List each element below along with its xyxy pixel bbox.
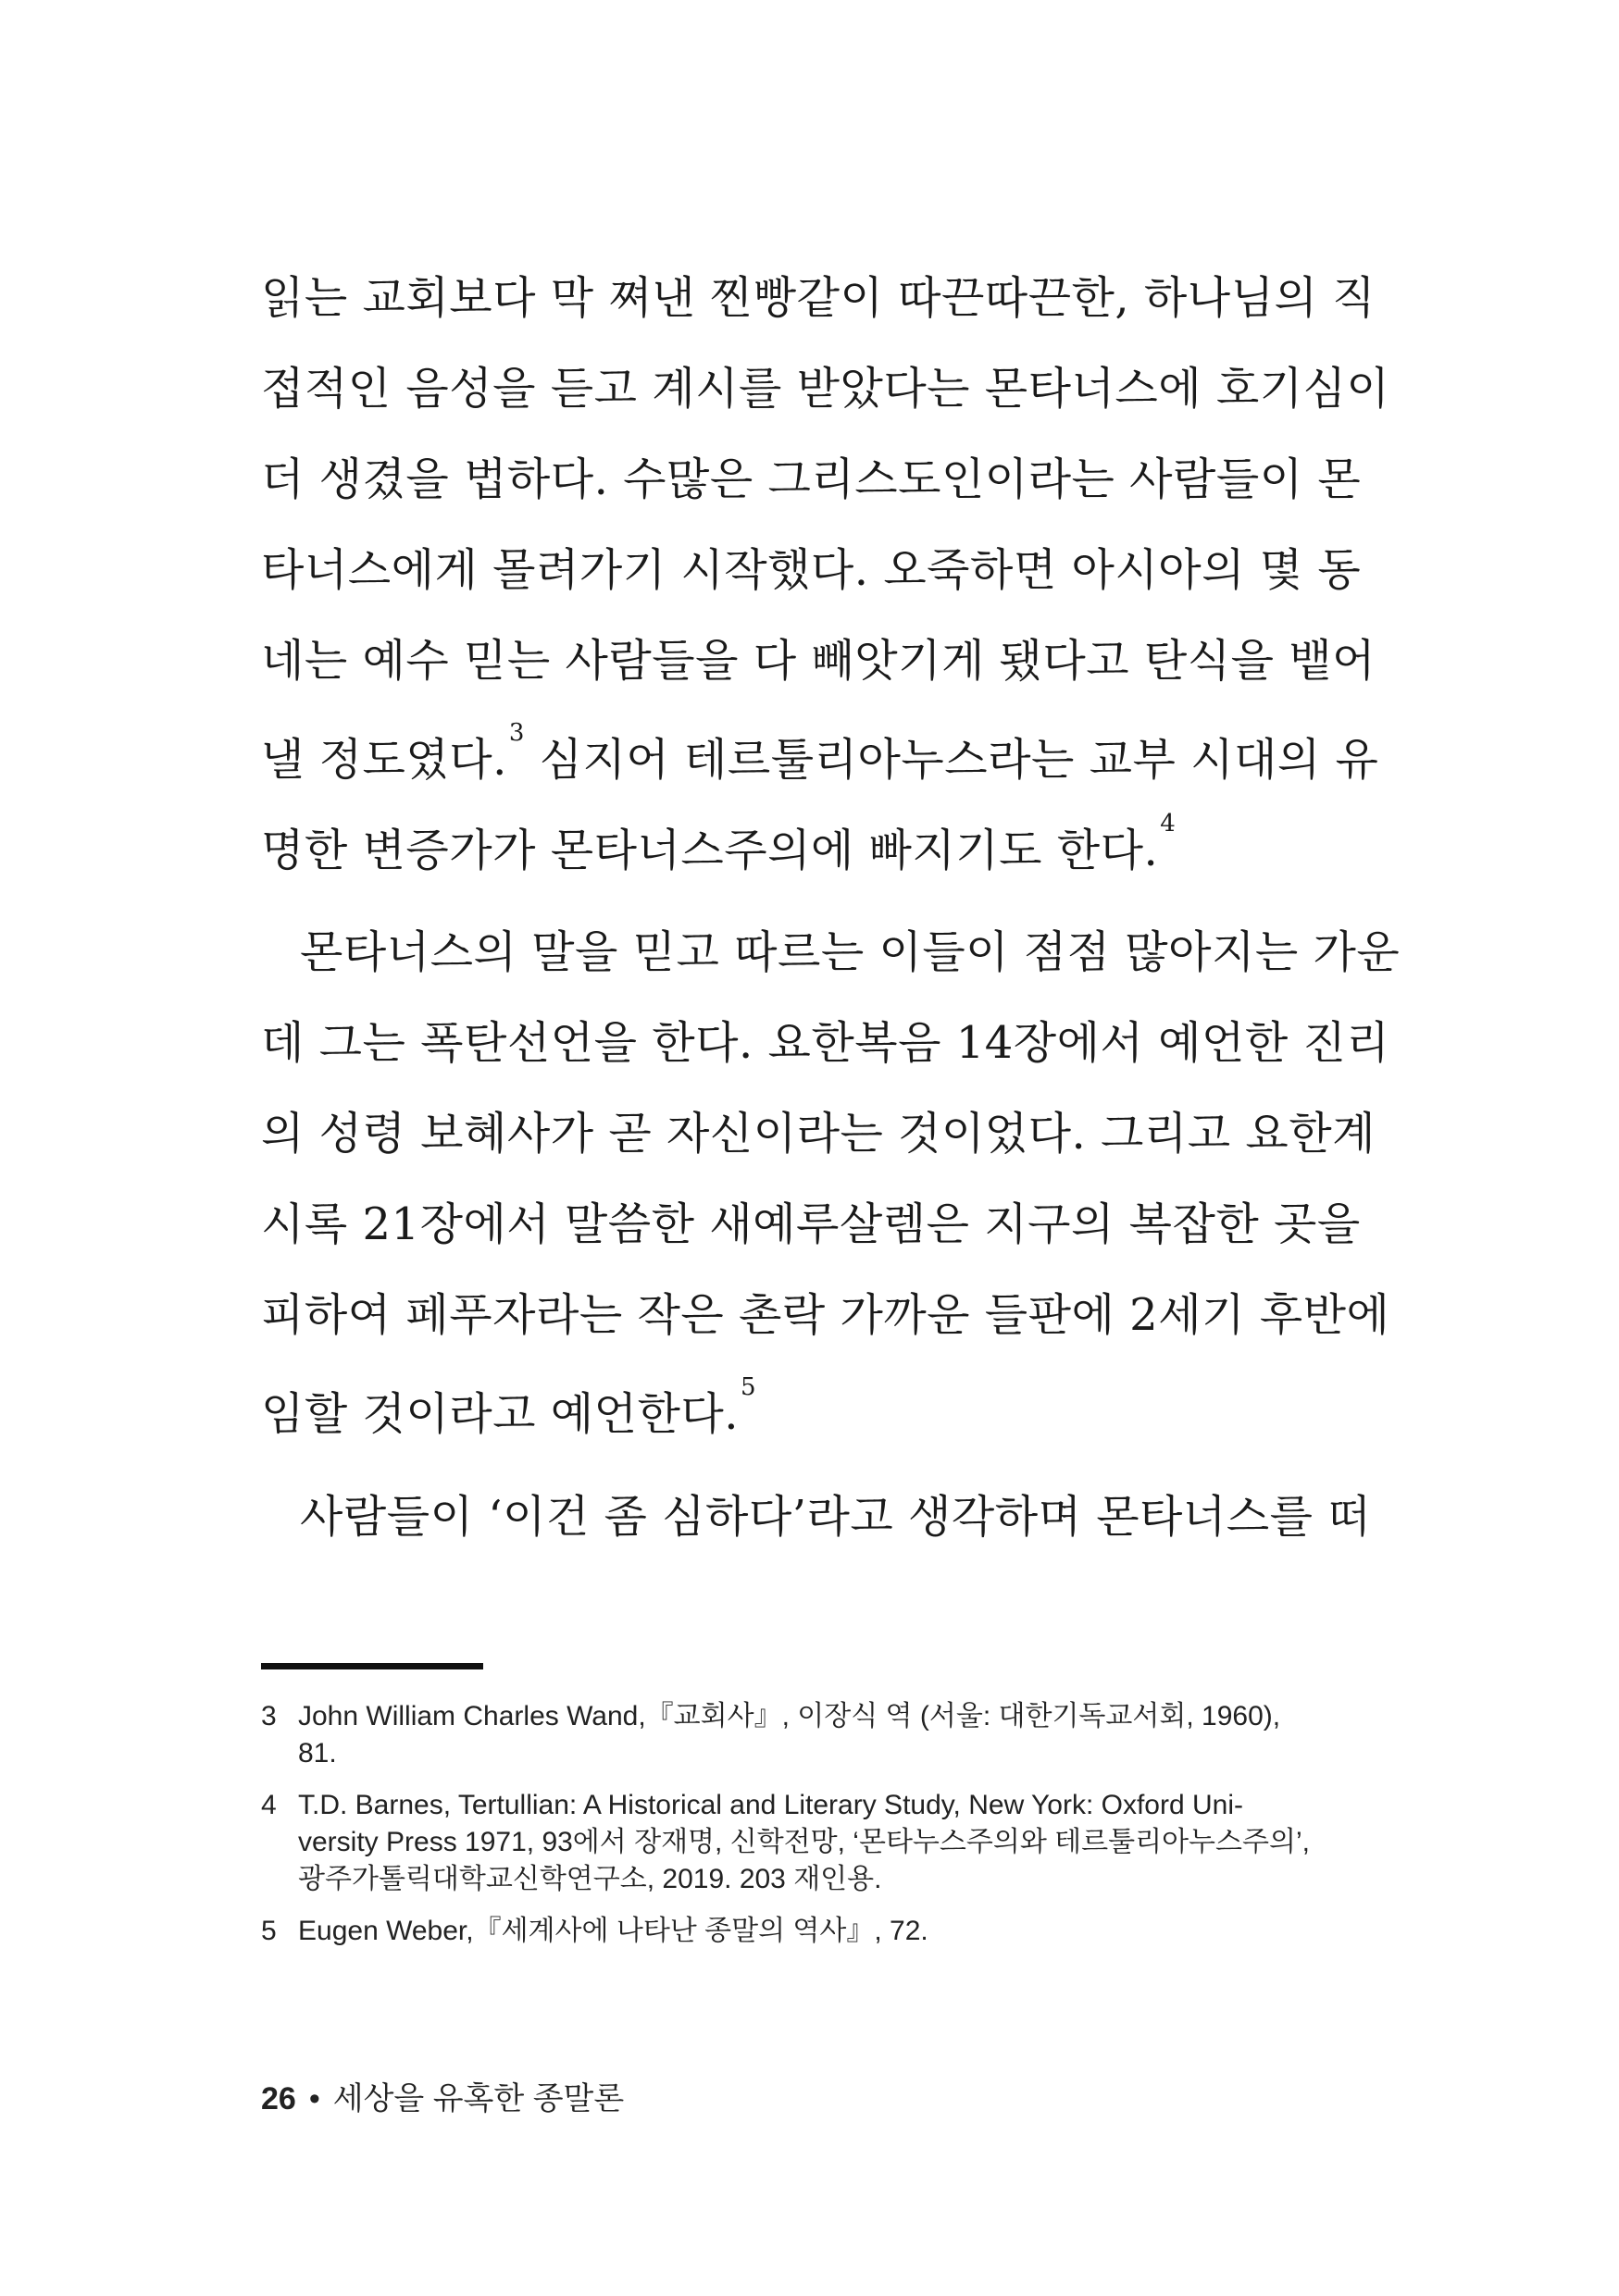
footnote-reference-3[interactable]: 3 bbox=[508, 719, 525, 747]
running-title: 세상을 유혹한 종말론 bbox=[332, 2081, 625, 2116]
footnote-line: 81. bbox=[298, 1738, 337, 1769]
footnote-divider bbox=[261, 1663, 483, 1669]
body-line-with-footnote bbox=[261, 1360, 1270, 1451]
body-line: 읽는 교회보다 막 쪄낸 찐빵같이 따끈따끈한, 하나님의 직 bbox=[261, 272, 1376, 324]
footnote-line: 광주가톨릭대학교신학연구소, 2019. 203 재인용. bbox=[298, 1864, 882, 1894]
footnote-5 bbox=[261, 1913, 1270, 1950]
footnote-line: versity Press 1971, 93에서 장재명, 신학전망, ‘몬타누스주의와 테르툴리아누스주의’, bbox=[298, 1827, 1310, 1857]
footnote-line: John William Charles Wand,『교회사』, 이장식 역 (서울: 대한기독교서회, 1960), bbox=[298, 1701, 1281, 1731]
body-line-with-footnote bbox=[261, 797, 1270, 887]
paragraph-2 bbox=[261, 907, 1401, 1451]
page-footer bbox=[261, 2073, 624, 2118]
page-number: 26 bbox=[261, 2081, 296, 2116]
body-line: 의 성령 보혜사가 곧 자신이라는 것이었다. 그리고 요한계 bbox=[261, 1108, 1376, 1160]
body-line: 몬타너스의 말을 믿고 따르는 이들이 점점 많아지는 가운 bbox=[300, 926, 1401, 978]
footnote-number: 5 bbox=[261, 1916, 277, 1946]
body-text-segment: 심지어 테르툴리아누스라는 교부 시대의 유 bbox=[524, 734, 1379, 786]
footnote-line: Eugen Weber,『세계사에 나타난 종말의 역사』, 72. bbox=[298, 1916, 928, 1946]
footnote-text bbox=[298, 1698, 1280, 1772]
footnote-4 bbox=[261, 1787, 1310, 1898]
footnote-reference-5[interactable]: 5 bbox=[740, 1373, 757, 1401]
body-line: 피하여 페푸자라는 작은 촌락 가까운 들판에 2세기 후반에 bbox=[261, 1289, 1390, 1341]
footer-separator: • bbox=[308, 2081, 320, 2116]
body-line-with-footnote bbox=[261, 706, 1379, 797]
body-text-segment: 명한 변증가가 몬타너스주의에 빠지기도 한다. bbox=[261, 825, 1159, 876]
paragraph-1 bbox=[261, 253, 1390, 887]
body-line: 네는 예수 믿는 사람들을 다 빼앗기게 됐다고 탄식을 뱉어 bbox=[261, 635, 1376, 687]
footnote-line: T.D. Barnes, Tertullian: A Historical and Literary Study, New York: Oxford Uni- bbox=[298, 1790, 1243, 1820]
footnote-text bbox=[298, 1787, 1310, 1898]
body-line: 데 그는 폭탄선언을 한다. 요한복음 14장에서 예언한 진리 bbox=[261, 1017, 1390, 1069]
footnotes bbox=[261, 1698, 1310, 1965]
body-line: 타너스에게 몰려가기 시작했다. 오죽하면 아시아의 몇 동 bbox=[261, 544, 1362, 596]
footnote-reference-4[interactable]: 4 bbox=[1160, 810, 1177, 838]
body-line: 접적인 음성을 듣고 계시를 받았다는 몬타너스에 호기심이 bbox=[261, 363, 1390, 415]
body-text-segment: 낼 정도였다. bbox=[261, 734, 507, 786]
footnote-3 bbox=[261, 1698, 1281, 1772]
body-line: 사람들이 ‘이건 좀 심하다’라고 생각하며 몬타너스를 떠 bbox=[300, 1491, 1372, 1543]
body-text-segment: 임할 것이라고 예언한다. bbox=[261, 1388, 739, 1440]
footnote-number: 4 bbox=[261, 1790, 277, 1820]
footnote-number: 3 bbox=[261, 1701, 277, 1731]
body-line: 더 생겼을 법하다. 수많은 그리스도인이라는 사람들이 몬 bbox=[261, 453, 1362, 505]
body-line: 시록 21장에서 말씀한 새예루살렘은 지구의 복잡한 곳을 bbox=[261, 1198, 1361, 1250]
footnote-text bbox=[298, 1913, 1270, 1950]
paragraph-3 bbox=[261, 1471, 1372, 1562]
